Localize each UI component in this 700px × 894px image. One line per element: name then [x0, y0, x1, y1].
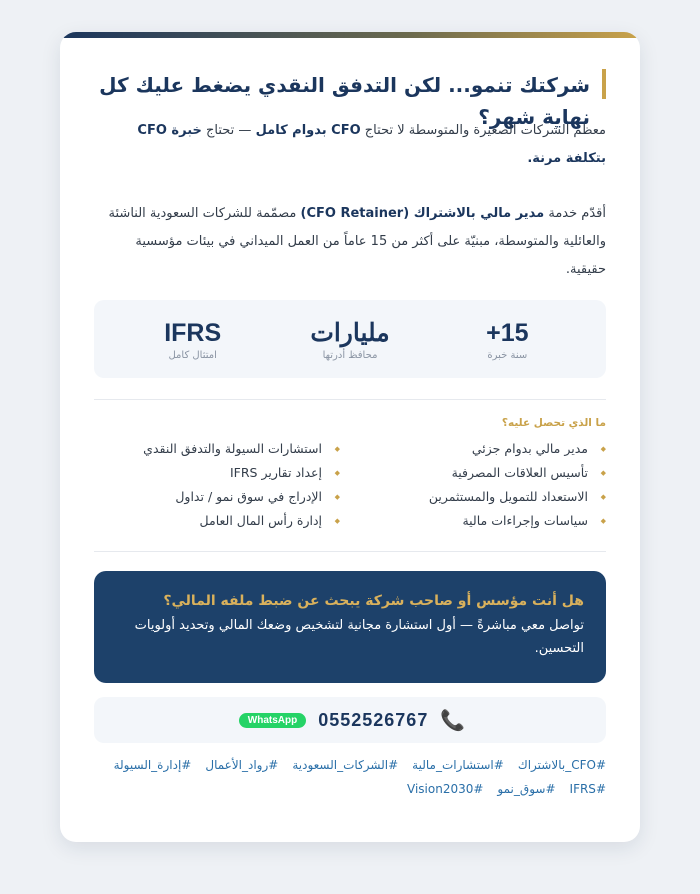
feature-item: ◆ استشارات السيولة والتدفق النقدي — [94, 437, 340, 461]
stat-value: 15+ — [486, 318, 529, 347]
intro-paragraph — [94, 117, 606, 173]
cta-box — [94, 571, 606, 683]
divider — [94, 399, 606, 400]
cta-title: هل أنت مؤسس أو صاحب شركة يبحث عن ضبط ملفه المالي؟ — [163, 593, 584, 609]
stat-experience — [432, 318, 582, 361]
hashtag-link[interactable]: #سوق_نمو — [497, 782, 556, 796]
hashtag-link[interactable]: #إدارة_السيولة — [113, 758, 192, 772]
feature-item: ◆ إعداد تقارير IFRS — [94, 461, 340, 485]
feature-item: ◆ مدير مالي بدوام جزئي — [360, 437, 606, 461]
features-title: ما الذي تحصل عليه؟ — [501, 417, 606, 429]
stat-value: IFRS — [164, 318, 222, 347]
stats-panel — [94, 300, 606, 378]
hashtag-link[interactable]: #CFO_بالاشتراك — [517, 758, 606, 772]
offer-text-rest: مصمّمة للشركات السعودية الناشئة والعائلية والمتوسطة، مبنيّة على أكثر من 15 عاماً من العمل الميداني في بيئات مؤسسية حقيقية. — [108, 206, 606, 277]
hashtag-link[interactable]: #الشركات_السعودية — [292, 758, 399, 772]
offer-text: أقدّم خدمة — [544, 206, 606, 221]
intro-highlight-2: خبرة CFO بتكلفة مرنة. — [137, 123, 606, 166]
contact-bar[interactable] — [94, 697, 606, 743]
feature-item: ◆ الإدراج في سوق نمو / تداول — [94, 485, 340, 509]
feature-item: ◆ الاستعداد للتمويل والمستثمرين — [360, 485, 606, 509]
intro-text: معظم الشركات الصغيرة والمتوسطة لا تحتاج — [360, 123, 606, 138]
intro-highlight-1: CFO بدوام كامل — [255, 123, 361, 138]
offer-highlight-2: (CFO Retainer) — [300, 206, 414, 221]
phone-icon: 📞 — [440, 708, 466, 732]
headline: شركتك تنمو... لكن التدفق النقدي يضغط عليك كل نهاية شهر؟ — [94, 69, 606, 99]
stat-label: امتثال كامل — [168, 349, 217, 361]
stat-label: محافظ أدرتها — [322, 349, 378, 361]
divider — [94, 551, 606, 552]
hashtag-link[interactable]: #IFRS — [569, 782, 606, 796]
hashtag-link[interactable]: #استشارات_مالية — [412, 758, 504, 772]
stat-value: مليارات — [310, 318, 390, 347]
phone-number[interactable]: 0552526767 — [318, 709, 429, 730]
hashtag-link[interactable]: #Vision2030 — [407, 782, 484, 796]
feature-item: ◆ إدارة رأس المال العامل — [94, 509, 340, 533]
post-card — [60, 32, 640, 842]
stat-label: سنة خبرة — [487, 349, 528, 361]
features-list — [94, 437, 606, 533]
hashtags — [94, 755, 606, 799]
cta-text: تواصل معي مباشرةً — أول استشارة مجانية لتشخيص وضعك المالي وتحديد أولويات التحسين. — [134, 618, 584, 656]
top-accent-bar — [60, 32, 640, 38]
offer-highlight-1: مدير مالي بالاشتراك — [413, 206, 545, 221]
stat-portfolios — [275, 318, 425, 361]
feature-item: ◆ تأسيس العلاقات المصرفية — [360, 461, 606, 485]
feature-item: ◆ سياسات وإجراءات مالية — [360, 509, 606, 533]
offer-paragraph — [94, 200, 606, 284]
intro-text-middle: — تحتاج — [201, 123, 256, 138]
whatsapp-badge[interactable]: WhatsApp — [239, 713, 306, 728]
hashtag-link[interactable]: #رواد_الأعمال — [205, 758, 279, 772]
stat-compliance — [118, 318, 268, 361]
